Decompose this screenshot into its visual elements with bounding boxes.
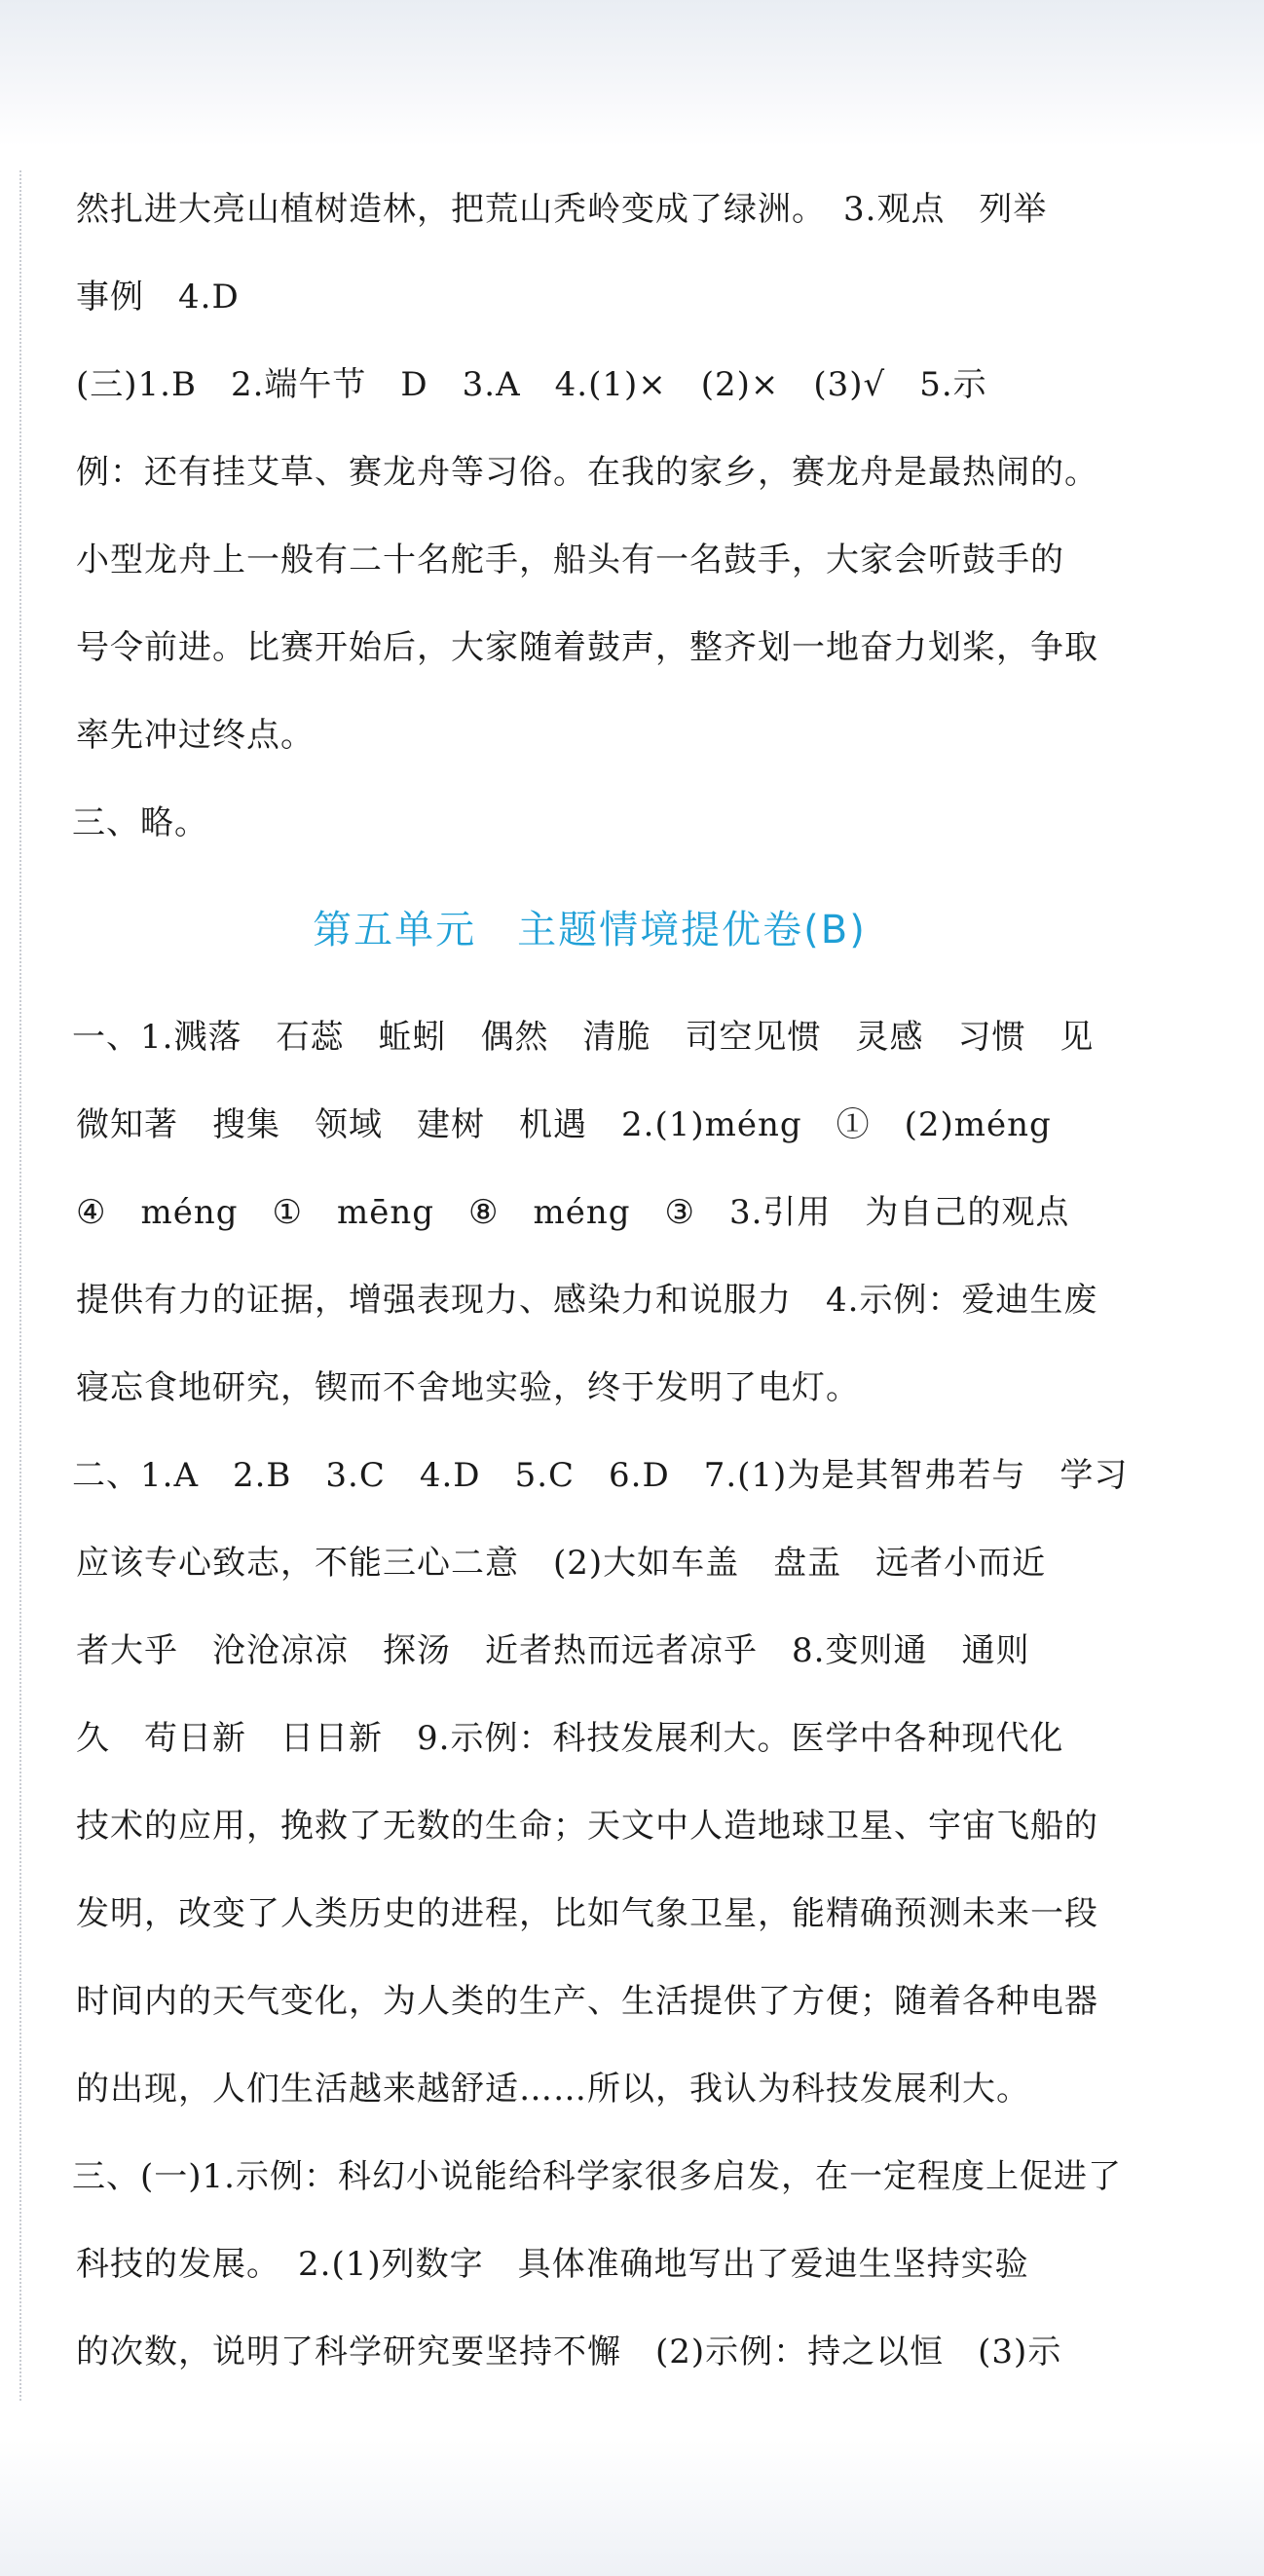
text-line: 然扎进大亮山植树造林，把荒山秃岭变成了绿洲。 3.观点 列举 [76,190,1048,229]
text-line: 号令前进。比赛开始后，大家随着鼓声，整齐划一地奋力划桨，争取 [76,628,1098,667]
text-line: 例：还有挂艾草、赛龙舟等习俗。在我的家乡，赛龙舟是最热闹的。 [76,453,1098,492]
text-line: 的出现，人们生活越来越舒适……所以，我认为科技发展利大。 [76,2070,1030,2109]
section-heading: 第五单元 主题情境提优卷(B) [313,908,867,952]
text-line: 三、略。 [72,803,208,842]
text-line: 的次数，说明了科学研究要坚持不懈 (2)示例：持之以恒 (3)示 [76,2333,1062,2371]
text-line: 二、1.A 2.B 3.C 4.D 5.C 6.D 7.(1)为是其智弗若与 学习 [72,1456,1129,1495]
page-top-shade [0,0,1264,146]
text-line: ④ méng ① mēng ⑧ méng ③ 3.引用 为自己的观点 [76,1193,1070,1232]
text-line: (三)1.B 2.端午节 D 3.A 4.(1)× (2)× (3)√ 5.示 [76,365,987,404]
page-bottom-shade [0,2440,1264,2576]
text-line: 三、(一)1.示例：科幻小说能给科学家很多启发，在一定程度上促进了 [72,2157,1122,2196]
text-line: 久 苟日新 日日新 9.示例：科技发展利大。医学中各种现代化 [76,1719,1064,1758]
answer-page [72,166,1129,2396]
text-line: 提供有力的证据，增强表现力、感染力和说服力 4.示例：爱迪生废 [76,1281,1098,1320]
text-line: 事例 4.D [76,278,240,317]
text-line: 寝忘食地研究，锲而不舍地实验，终于发明了电灯。 [76,1368,860,1407]
text-line: 微知著 搜集 领域 建树 机遇 2.(1)méng ① (2)méng [76,1105,1052,1144]
text-line: 一、1.溅落 石蕊 蚯蚓 偶然 清脆 司空见惯 灵感 习惯 见 [72,1018,1095,1057]
text-line: 应该专心致志，不能三心二意 (2)大如车盖 盘盂 远者小而近 [76,1544,1047,1583]
text-line: 技术的应用，挽救了无数的生命；天文中人造地球卫星、宇宙飞船的 [76,1807,1098,1846]
text-line: 科技的发展。 2.(1)列数字 具体准确地写出了爱迪生坚持实验 [76,2245,1029,2284]
text-line: 发明，改变了人类历史的进程，比如气象卫星，能精确预测未来一段 [76,1894,1098,1933]
text-line: 小型龙舟上一般有二十名舵手，船头有一名鼓手，大家会听鼓手的 [76,541,1064,579]
text-line: 者大乎 沧沧凉凉 探汤 近者热而远者凉乎 8.变则通 通则 [76,1631,1030,1670]
margin-dotted-rule [19,170,21,2401]
text-line: 率先冲过终点。 [76,716,315,755]
text-line: 时间内的天气变化，为人类的生产、生活提供了方便；随着各种电器 [76,1982,1098,2021]
